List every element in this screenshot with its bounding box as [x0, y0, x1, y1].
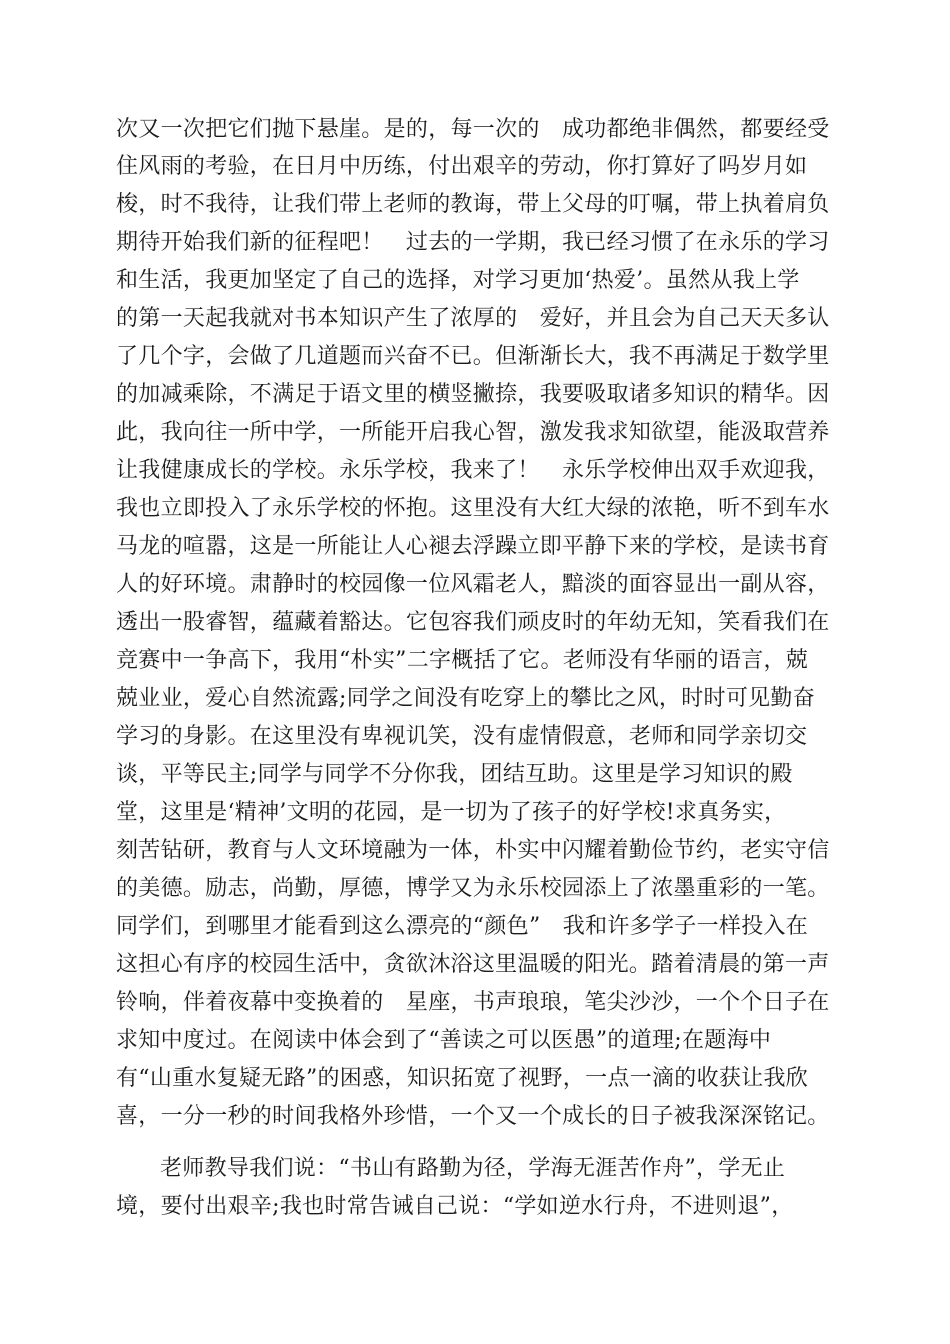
text-line: 让我健康成长的学校。永乐学校，我来了！ 永乐学校伸出双手欢迎我，: [116, 458, 830, 483]
text-line: 了几个字，会做了几道题而兴奋不已。但渐渐长大，我不再满足于数学里: [116, 344, 830, 369]
text-line: 马龙的喧嚣，这是一所能让人心褪去浮躁立即平静下来的学校，是读书育: [116, 534, 830, 559]
text-line: 的第一天起我就对书本知识产生了浓厚的 爱好，并且会为自己天天多认: [116, 306, 830, 331]
text-line: 学习的身影。在这里没有卑视讥笑，没有虚情假意，老师和同学亲切交: [116, 724, 808, 749]
text-line: 兢业业，爱心自然流露;同学之间没有吃穿上的攀比之风，时时可见勤奋: [116, 686, 816, 711]
text-line: 和生活，我更加坚定了自己的选择，对学习更加‘热爱’。虽然从我上学: [116, 268, 800, 293]
text-line: 有“山重水复疑无路”的困惑，知识拓宽了视野，一点一滴的收获让我欣: [116, 1066, 809, 1091]
text-line: 这担心有序的校园生活中，贪欲沐浴这里温暖的阳光。踏着清晨的第一声: [116, 952, 830, 977]
text-line: 透出一股睿智，蕴藏着豁达。它包容我们顽皮时的年幼无知，笑看我们在: [116, 610, 830, 635]
text-line: 堂，这里是‘精神’文明的花园，是一切为了孩子的好学校!求真务实，: [116, 800, 787, 825]
text-line: 谈，平等民主;同学与同学不分你我，团结互助。这里是学习知识的殿: [116, 762, 793, 787]
text-line: 人的好环境。肃静时的校园像一位风霜老人，黯淡的面容显出一副从容，: [116, 572, 830, 597]
text-line: 铃响，伴着夜幕中变换着的 星座，书声琅琅，笔尖沙沙，一个个日子在: [116, 990, 830, 1015]
text-line: 刻苦钻研，教育与人文环境融为一体，朴实中闪耀着勤俭节约，老实守信: [116, 838, 830, 863]
text-line: 期待开始我们新的征程吧！ 过去的一学期，我已经习惯了在永乐的学习: [116, 230, 830, 255]
text-line: 梭，时不我待，让我们带上老师的教诲，带上父母的叮嘱，带上执着肩负: [116, 192, 830, 217]
text-line: 求知中度过。在阅读中体会到了“善读之可以医愚”的道理;在题海中: [116, 1028, 772, 1053]
text-line: 的美德。励志，尚勤，厚德，博学又为永乐校园添上了浓墨重彩的一笔。: [116, 876, 830, 901]
text-line: 境，要付出艰辛;我也时常告诫自己说：“学如逆水行舟，不进则退”，: [116, 1194, 794, 1219]
text-line: 住风雨的考验，在日月中历练，付出艰辛的劳动，你打算好了吗岁月如: [116, 154, 808, 179]
text-line: 的加减乘除，不满足于语文里的横竖撇捺，我要吸取诸多知识的精华。因: [116, 382, 830, 407]
text-line: 喜，一分一秒的时间我格外珍惜，一个又一个成长的日子被我深深铭记。: [116, 1104, 830, 1129]
text-line: 我也立即投入了永乐学校的怀抱。这里没有大红大绿的浓艳，听不到车水: [116, 496, 830, 521]
text-line: 同学们，到哪里才能看到这么漂亮的“颜色” 我和许多学子一样投入在: [116, 914, 809, 939]
text-line: 次又一次把它们抛下悬崖。是的，每一次的 成功都绝非偶然，都要经受: [116, 117, 830, 142]
text-line: 竞赛中一争高下，我用“朴实”二字概括了它。老师没有华丽的语言，兢: [116, 648, 809, 673]
text-line: 此，我向往一所中学，一所能开启我心智，激发我求知欲望，能汲取营养: [116, 420, 830, 445]
text-line: 老师教导我们说：“书山有路勤为径，学海无涯苦作舟”，学无止: [160, 1156, 786, 1181]
